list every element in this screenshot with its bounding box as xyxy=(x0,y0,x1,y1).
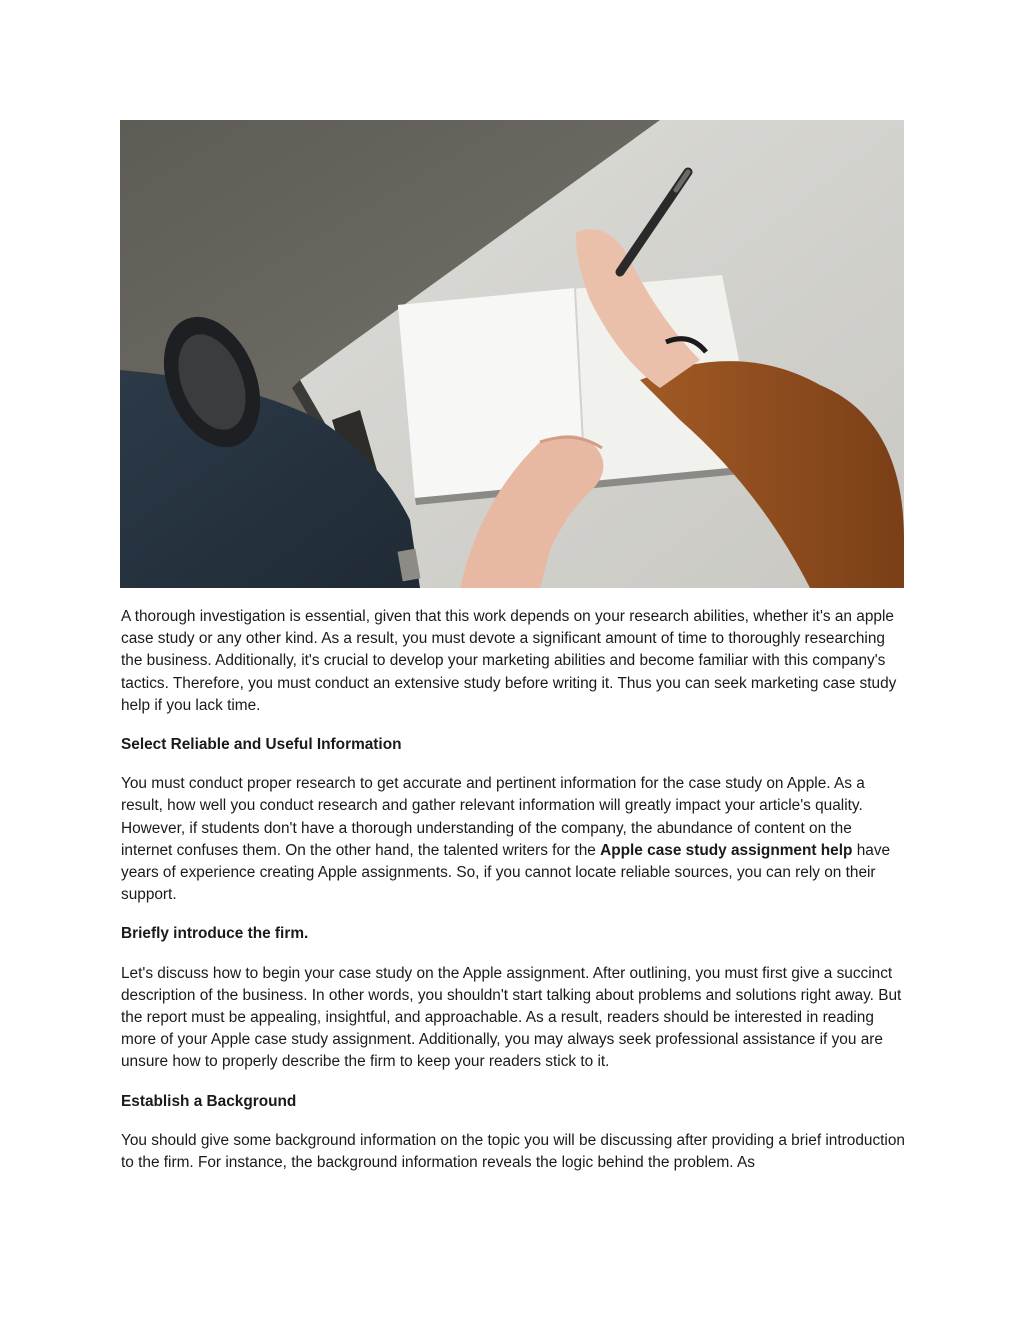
background-paragraph: You should give some background information on the topic you will be discussing after providing a brief introduction to the firm. For instance, the background information reveals the logic behind the problem. As xyxy=(121,1131,905,1172)
research-paragraph-text-end: have years of experience creating Apple assignments. So, if you cannot locate reliable sources, you can rely on their support. xyxy=(121,841,891,904)
heading-introduce-firm: Briefly introduce the firm. xyxy=(121,925,309,943)
heading-establish-background: Establish a Background xyxy=(121,1092,297,1110)
research-paragraph xyxy=(121,773,907,906)
heading-select-reliable-information: Select Reliable and Useful Information xyxy=(121,736,402,754)
research-paragraph-text-start: You must conduct proper research to get accurate and pertinent information for the case study on Apple. As a result, how well you conduct research and gather relevant information will greatly impact your article's quality. However, if students don't have a thorough understanding of the company, the abundance of content on the internet confuses them. On the other hand, the talented writers for the xyxy=(121,775,865,859)
photo-writing-notebook-icon xyxy=(120,120,904,588)
apple-case-study-help-link-text: Apple case study assignment help xyxy=(600,841,853,859)
introduce-firm-paragraph: Let's discuss how to begin your case study on the Apple assignment. After outlining, you must first give a succinct description of the business. In other words, you shouldn't start talking about problems and solutions right away. But the report must be appealing, insightful, and approachable. As a result, readers should be interested in reading more of your Apple case study assignment. Additionally, you may always seek professional assistance if you are unsure how to properly describe the firm to keep your readers stick to it. xyxy=(121,964,902,1071)
intro-paragraph: A thorough investigation is essential, given that this work depends on your research abilities, whether it's an apple case study or any other kind. As a result, you must devote a significant amount of time to thoroughly researching the business. Additionally, it's crucial to develop your marketing abilities and become familiar with this company's tactics. Therefore, you must conduct an extensive study before writing it. Thus you can seek marketing case study help if you lack time. xyxy=(121,608,897,714)
article-body xyxy=(121,606,907,1174)
